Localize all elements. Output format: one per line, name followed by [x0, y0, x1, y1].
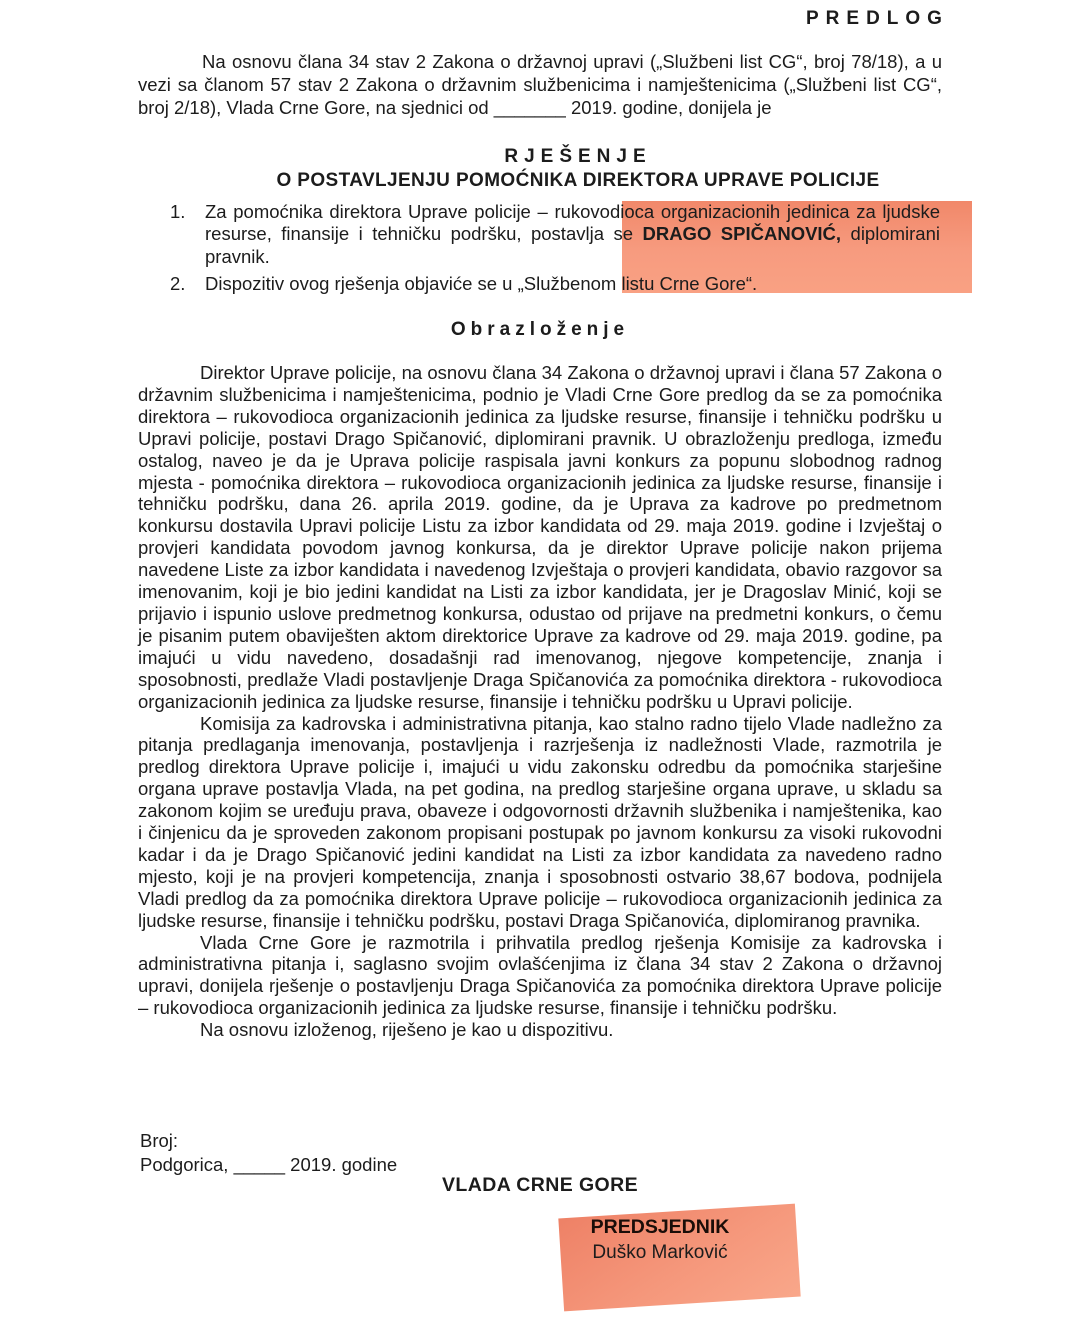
- list-item-1-number: 1.: [170, 201, 186, 222]
- list-item-1-text-post: diplomirani pravnik.: [205, 223, 940, 267]
- decision-title: RJEŠENJE: [504, 146, 652, 167]
- list-item-1-text: [205, 201, 940, 268]
- list-item-1-text-pre: Za pomoćnika direktora Uprave policije – rukovodioca organizacionih jedinica za ljudske resurse, finansije i tehničku podršku, postavlja se: [205, 201, 940, 245]
- list-item-2: [170, 273, 940, 295]
- list-item-2-number: 2.: [170, 273, 186, 295]
- number-line: Broj:: [140, 1130, 179, 1151]
- place-date-line: Podgorica, _____ 2019. godine: [140, 1153, 398, 1175]
- explanation-heading: Obrazloženje: [450, 319, 630, 340]
- list-item-1: [170, 201, 940, 268]
- explanation-body: [138, 362, 942, 1041]
- preamble-paragraph: Na osnovu člana 34 stav 2 Zakona o državnoj upravi („Službeni list CG“, broj 78/18), a u vezi sa članom 57 stav 2 Zakona o državnim službenicima i namještenicima („Službeni list CG“, broj 2/18), Vlada Crne Gore, na sjednici od _______ 2019. godine, donijela je: [138, 51, 942, 118]
- appointee-name: DRAGO SPIČANOVIĆ,: [642, 223, 842, 245]
- signer-name: Duško Marković: [592, 1242, 728, 1263]
- footer-block: [140, 1129, 397, 1176]
- document-tag: PREDLOG: [806, 8, 949, 29]
- explanation-paragraph-3: Vlada Crne Gore je razmotrila i prihvatila predlog rješenja Komisije za kadrovska i administrativna pitanja i, saglasno svojim ovlašćenjima iz člana 34 stav 2 Zakona o državnoj upravi, donijela rješenje o postavljenju Draga Spičanovića za pomoćnika direktora Uprave policije – rukovodioca organizacionih jedinica za ljudske resurse, finansije i tehničku podršku.: [138, 931, 942, 1019]
- signature-block: [560, 1215, 760, 1265]
- decision-title-block: [176, 144, 980, 193]
- government-name: VLADA CRNE GORE: [442, 1174, 638, 1196]
- explanation-paragraph-1: Direktor Uprave policije, na osnovu člana 34 Zakona o državnoj upravi i člana 57 Zakona o državnim službenicima i namještenicima, podnio je Vladi Crne Gore predlog da se za pomoćnika direktora – rukovodioca organizacionih jedinica za ljudske resurse, finansije i tehničku podršku u Upravi policije, postavi Drago Spičanović, diplomirani pravnik. U obrazloženju predloga, između ostalog, naveo je da je Uprava policije raspisala javni konkurs za popunu slobodnog radnog mjesta - pomoćnika direktora – rukovodioca organizacionih jedinica za ljudske resurse, finansije i tehničku podršku, dana 26. aprila 2019. godine, da je Uprava za kadrove po predmetnom konkursu dostavila Upravi policije Listu za izbor kandidata od 29. maja 2019. godine i Izvještaj o provjeri kandidata povodom javnog konkursa, da je direktor Uprave policije nakon prijema navedene Liste za izbor kandidata i navedenog Izvještaja o provjeri kandidata, obavio razgovor sa imenovanim, koji je bio jedini kandidat na Listi za izbor kandidata, jer je Dragoslav Minić, koji se prijavio i ispunio uslove predmetnog konkursa, odustao od prijave na predmetni konkurs, o čemu je pisanim putem obaviješten aktom direktorice Uprave za kadrove od 29. maja 2019. godine, pa imajući u vidu navedeno, dosadašnji rad imenovanog, njegove kompetencije, znanja i sposobnosti, predlaže Vladi postavljenje Draga Spičanovića za pomoćnika direktora - rukovodioca organizacionih jedinica za ljudske resurse, finansije i tehničku podršku u Upravi policije.: [138, 362, 942, 712]
- dispositive-list: [170, 201, 940, 301]
- signer-role: PREDSJEDNIK: [590, 1216, 730, 1238]
- explanation-paragraph-2: Komisija za kadrovska i administrativna pitanja, kao stalno radno tijelo Vlade nadležno za pitanja predlaganja imenovanja, postavljenja i razrješenja iz nadležnosti Vlade, razmotrila je predlog direktora Uprave policije i, imajući u vidu zakonsku odredbu da pomoćnika starješine organa uprave postavlja Vlada, na pet godina, na predlog starješine organa uprave, u skladu sa zakonom kojim se uređuju prava, obaveze i odgovornosti državnih službenika i namještenika, kao i činjenicu da je sproveden zakonom propisani postupak po javnom konkursu za visoki rukovodni kadar i da je Drago Spičanović jedini kandidat na Listi za izbor kandidata za navedeno radno mjesto, koji je na provjeri kompetencija, znanja i sposobnosti ostvario 38,67 bodova, podnijela Vladi predlog da za pomoćnika direktora Uprave policije – rukovodioca organizacionih jedinica za ljudske resurse, finansije i tehničku podršku, postavi Draga Spičanovića, diplomiranog pravnika.: [138, 712, 942, 931]
- decision-subtitle: O POSTAVLJENJU POMOĆNIKA DIREKTORA UPRAVE POLICIJE: [276, 170, 880, 191]
- explanation-paragraph-4: Na osnovu izloženog, riješeno je kao u dispozitivu.: [200, 1019, 614, 1041]
- list-item-2-text: Dispozitiv ovog rješenja objaviće se u „Službenom listu Crne Gore“.: [205, 273, 758, 295]
